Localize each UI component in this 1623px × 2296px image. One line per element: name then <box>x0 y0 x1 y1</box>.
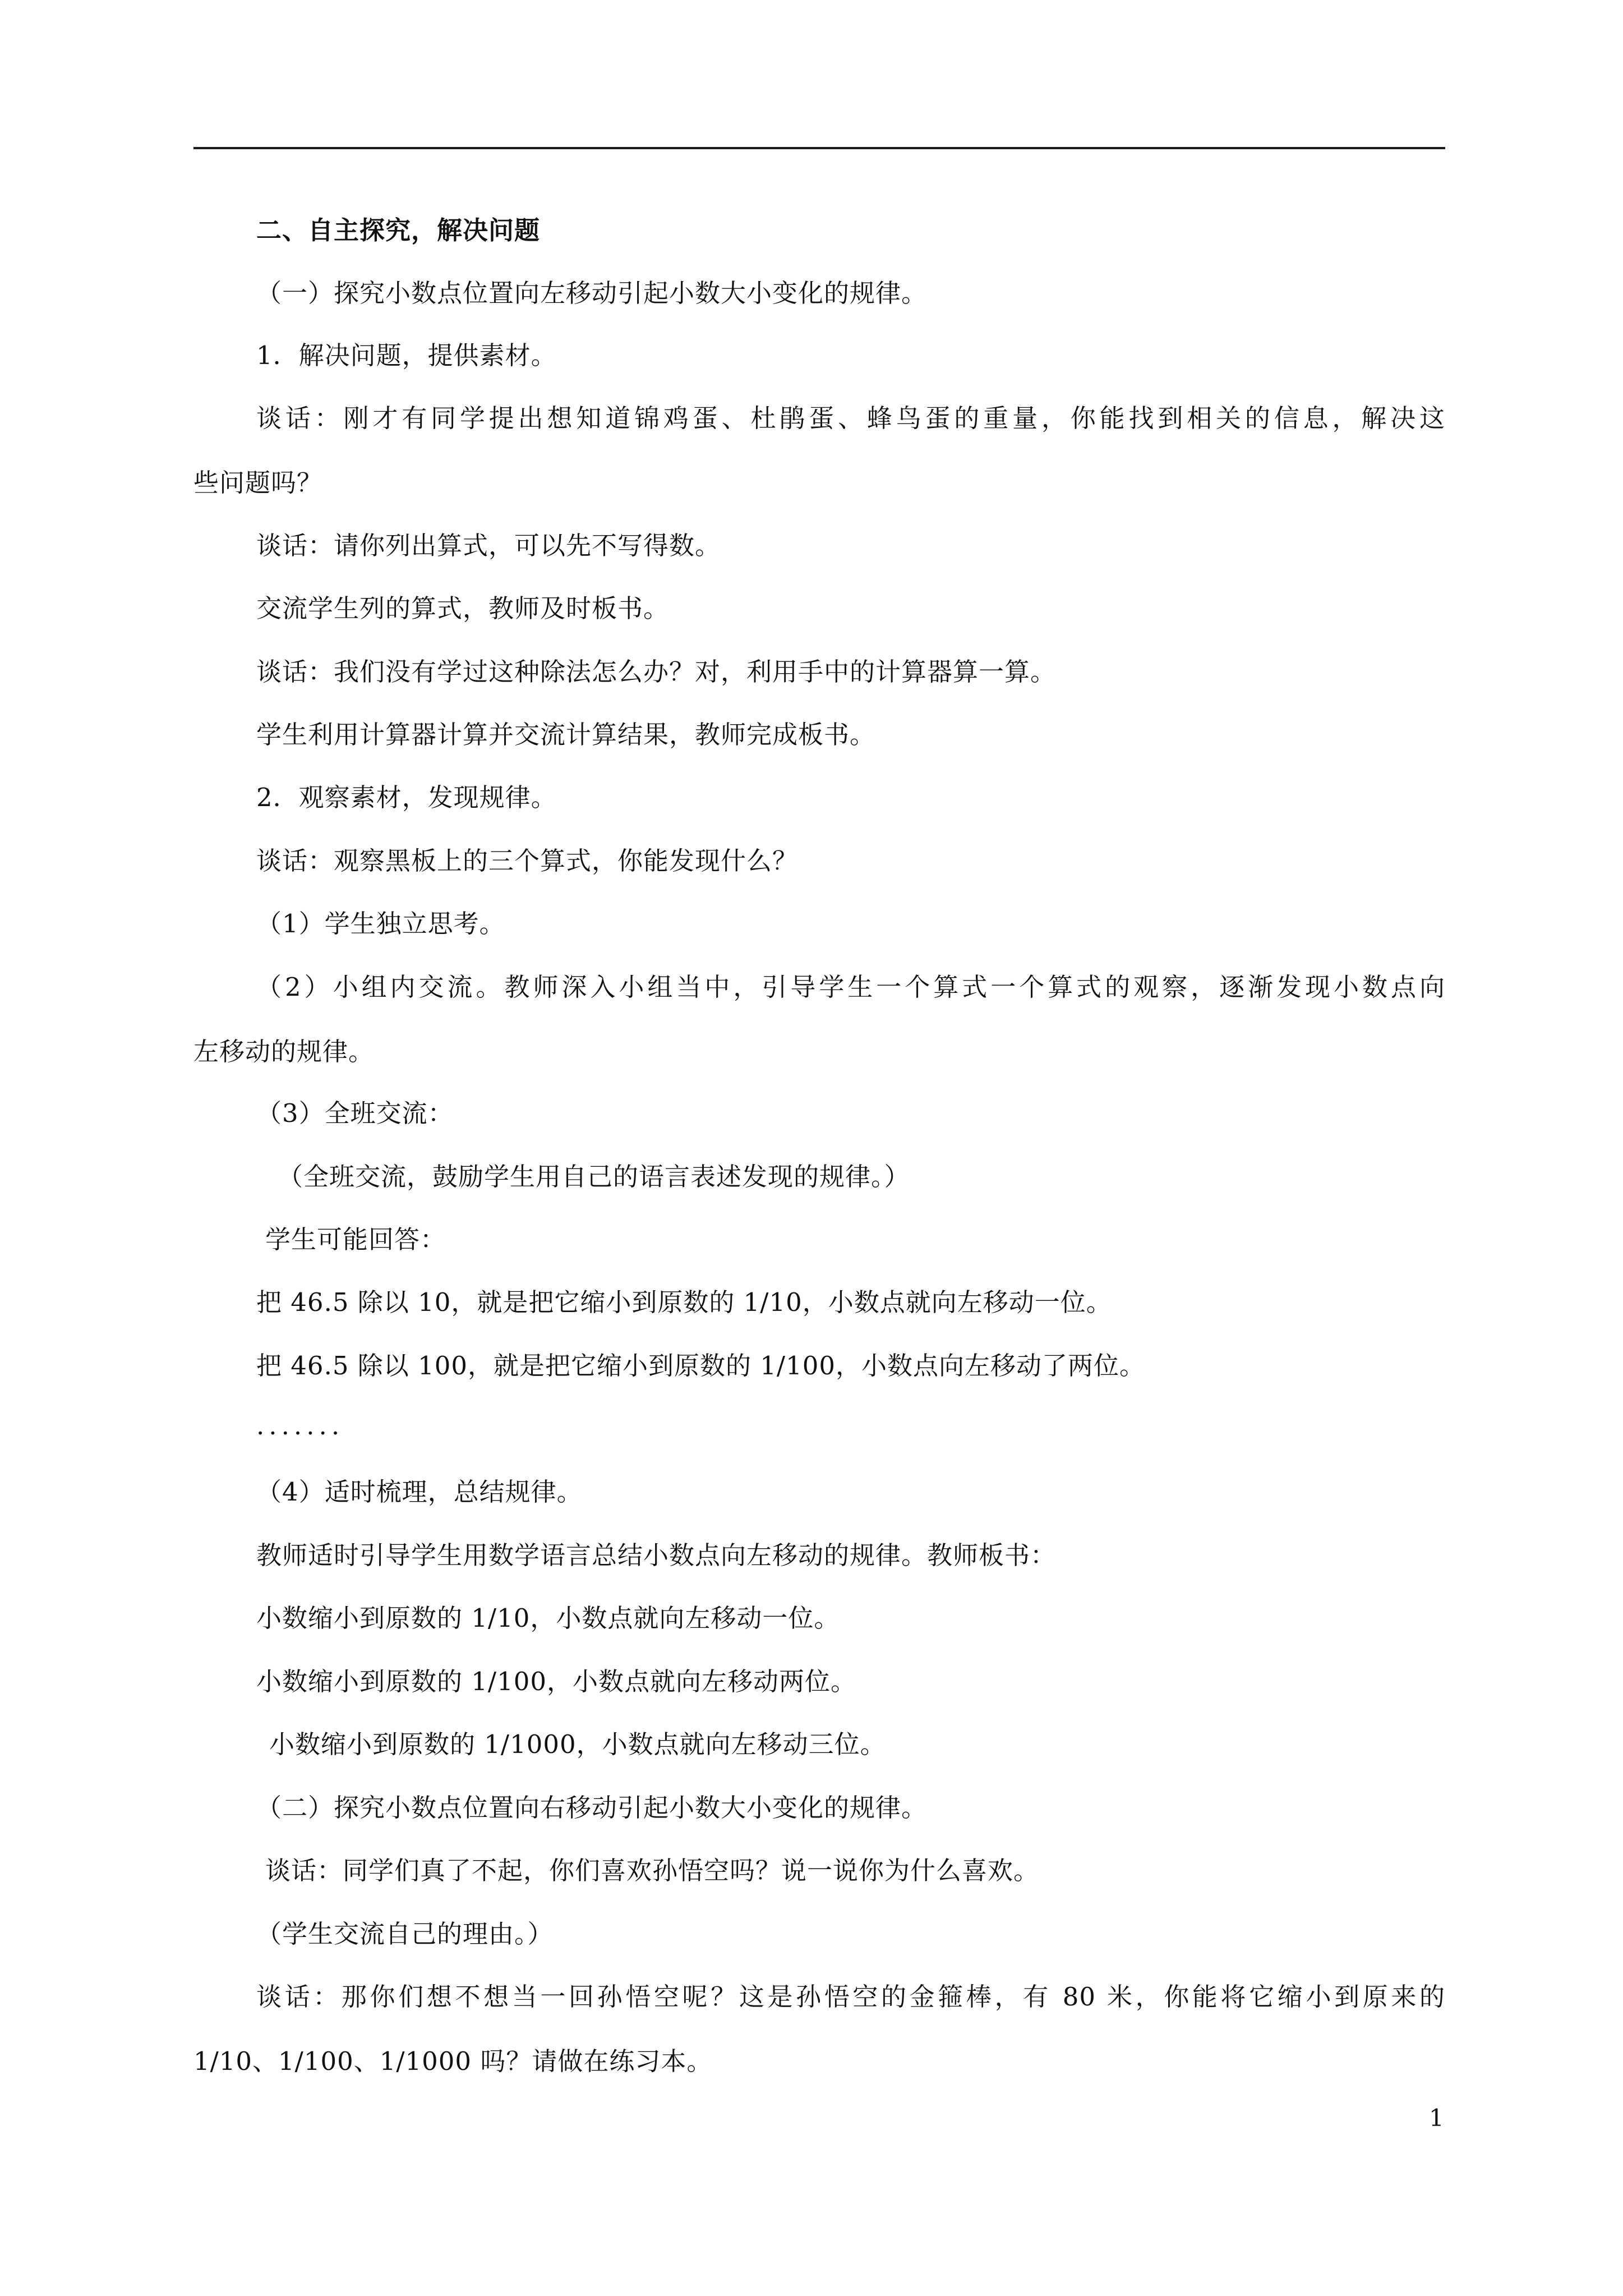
ellipsis: ....... <box>256 1411 344 1441</box>
talk-three: 谈话：我们没有学过这种除法怎么办？对，利用手中的计算器算一算。 <box>256 657 1057 687</box>
section-one-title: （一）探究小数点位置向左移动引起小数大小变化的规律。 <box>256 278 928 308</box>
talk-six-line-1: 谈话：那你们想不想当一回孙悟空呢？这是孙悟空的金箍棒，有 80 米，你能将它缩小到原来的 <box>256 1982 1445 2012</box>
page-number: 1 <box>1429 2104 1444 2132</box>
exchange-one: 交流学生列的算式，教师及时板书。 <box>256 593 670 623</box>
possible-answers-label: 学生可能回答： <box>265 1225 446 1254</box>
section-heading: 二、自主探究，解决问题 <box>256 215 541 245</box>
calc-result: 学生利用计算器计算并交流计算结果，教师完成板书。 <box>256 720 876 749</box>
talk-six-line-2: 1/10、1/100、1/1000 吗？请做在练习本。 <box>193 2046 713 2076</box>
step-one: 1．解决问题，提供素材。 <box>256 341 557 370</box>
teacher-guide: 教师适时引导学生用数学语言总结小数点向左移动的规律。教师板书： <box>256 1540 1057 1570</box>
sub-step-two-paragraph <box>193 970 1445 1069</box>
rule-two: 小数缩小到原数的 1/100，小数点就向左移动两位。 <box>256 1667 856 1696</box>
rule-one: 小数缩小到原数的 1/10，小数点就向左移动一位。 <box>256 1603 840 1633</box>
step-two: 2．观察素材，发现规律。 <box>256 783 557 812</box>
sub-step-four: （4）适时梳理，总结规律。 <box>256 1477 583 1507</box>
talk-one-line-1: 谈话：刚才有同学提出想知道锦鸡蛋、杜鹃蛋、蜂鸟蛋的重量，你能找到相关的信息，解决这 <box>256 403 1445 433</box>
sub-step-three: （3）全班交流： <box>256 1098 454 1128</box>
sub-step-two-line-2: 左移动的规律。 <box>193 1037 375 1066</box>
talk-two: 谈话：请你列出算式，可以先不写得数。 <box>256 531 721 560</box>
talk-one-paragraph <box>193 402 1445 500</box>
students-reason: （学生交流自己的理由。） <box>256 1919 554 1949</box>
talk-five: 谈话：同学们真了不起，你们喜欢孙悟空吗？说一说你为什么喜欢。 <box>265 1856 1040 1885</box>
answer-two: 把 46.5 除以 100，就是把它缩小到原数的 1/100，小数点向左移动了两位。 <box>256 1351 1145 1381</box>
talk-four: 谈话：观察黑板上的三个算式，你能发现什么？ <box>256 846 799 876</box>
class-exchange-note: （全班交流，鼓励学生用自己的语言表述发现的规律。） <box>278 1162 910 1191</box>
talk-six-paragraph <box>193 1980 1445 2078</box>
sub-step-one: （1）学生独立思考。 <box>256 909 505 938</box>
answer-one: 把 46.5 除以 10，就是把它缩小到原数的 1/10，小数点就向左移动一位。 <box>256 1287 1112 1317</box>
sub-step-two-line-1: （2）小组内交流。教师深入小组当中，引导学生一个算式一个算式的观察，逐渐发现小数点向 <box>256 972 1445 1002</box>
talk-one-line-2: 些问题吗？ <box>193 468 323 498</box>
header-rule <box>193 147 1445 149</box>
rule-three: 小数缩小到原数的 1/1000，小数点就向左移动三位。 <box>269 1729 886 1759</box>
section-two-title: （二）探究小数点位置向右移动引起小数大小变化的规律。 <box>256 1793 928 1823</box>
